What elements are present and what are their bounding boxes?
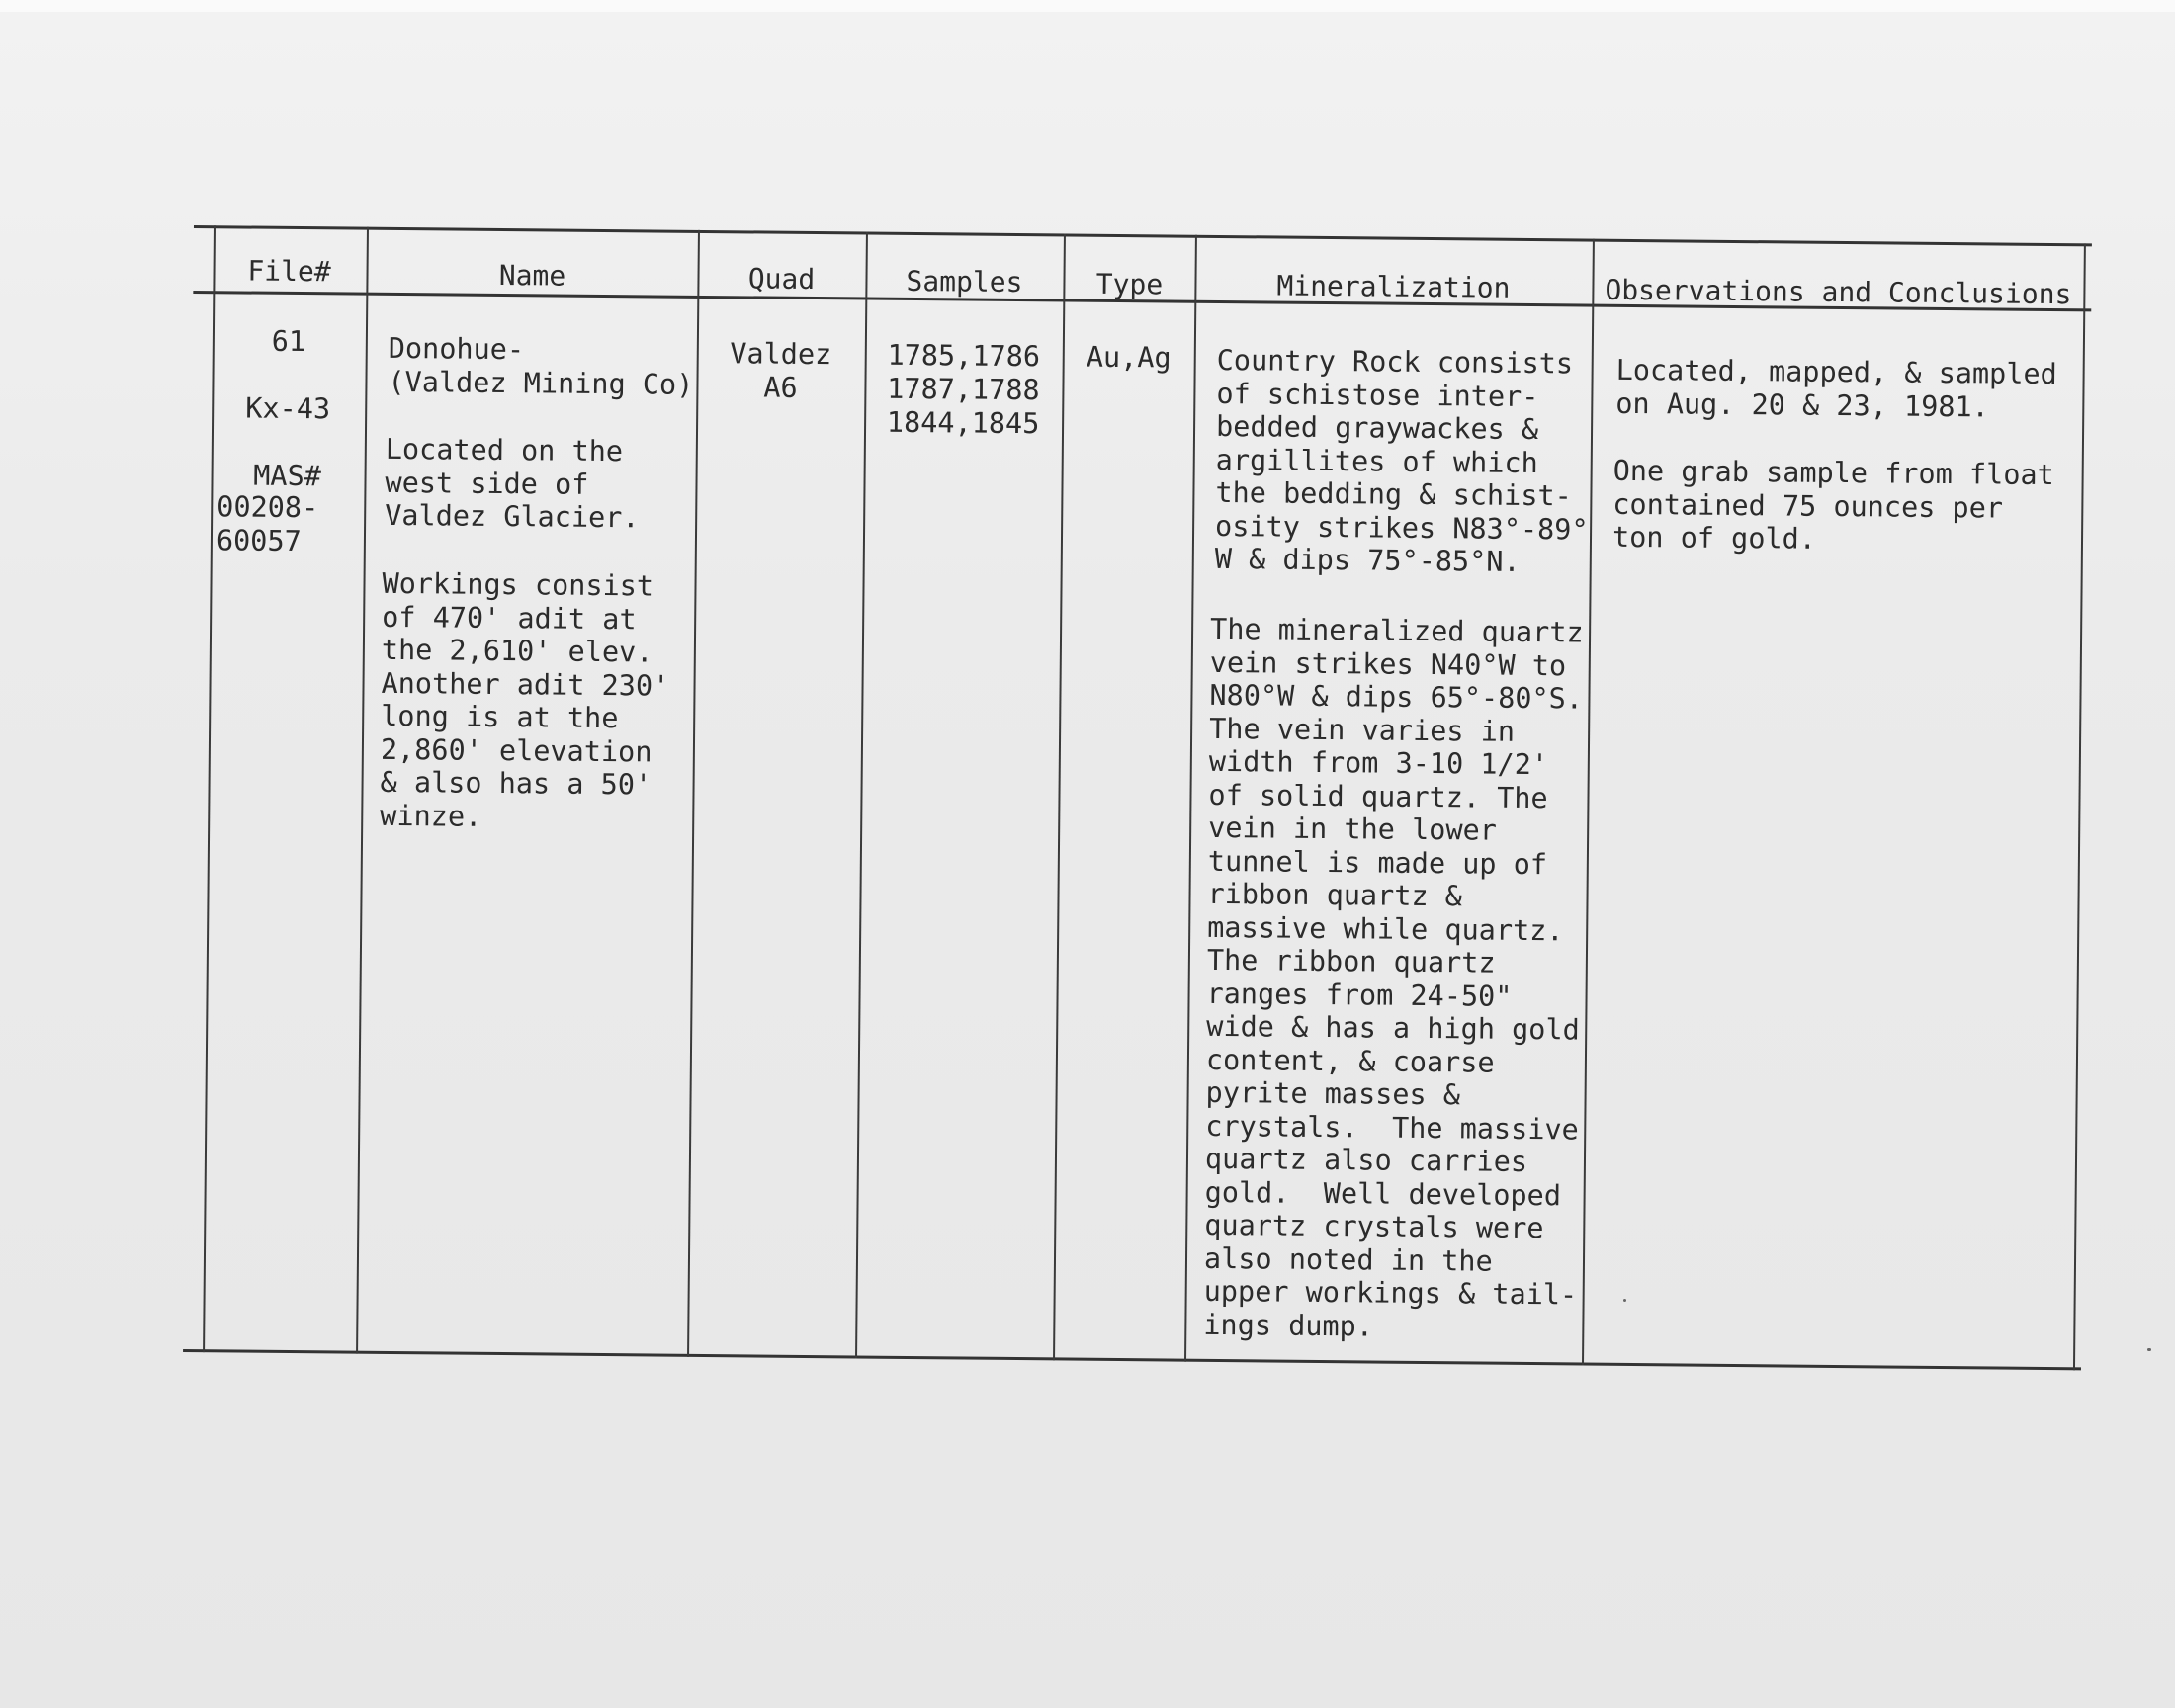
mas-number-part2: 60057 — [216, 524, 302, 558]
table-bottom-rule — [183, 1349, 2081, 1370]
observations-sampling: Located, mapped, & sampled on Aug. 20 & 23, 1981. — [1615, 353, 2057, 423]
mineralization-country-rock: Country Rock consists of schistose inter- bedded graywackes & argillites of which the bedding & schist- osity strikes N83°-89° W & dips 75°-85°N. — [1214, 343, 1589, 578]
header-observations: Observations and Conclusions — [1605, 273, 2072, 311]
sample-numbers-1: 1785,1786 1787,1788 — [887, 338, 1041, 406]
mas-number-part1: 00208- — [217, 490, 319, 525]
header-type: Type — [1095, 267, 1164, 301]
observations-grab-sample: One grab sample from float contained 75 ounces per ton of gold. — [1611, 454, 2054, 555]
header-name: Name — [498, 258, 566, 293]
kx-number: Kx-43 — [245, 391, 331, 426]
column-divider-type-mineralization — [1184, 235, 1197, 1362]
file-number: 61 — [271, 324, 306, 359]
scan-speck — [2147, 1348, 2151, 1351]
header-quad: Quad — [747, 262, 816, 297]
header-file: File# — [247, 254, 331, 289]
page-top-edge — [0, 0, 2175, 12]
mineralization-vein: The mineralized quartz vein strikes N40°W to N80°W & dips 65°-80°S. The vein varies in width from 3-10 1/2' of solid quartz. The vein in the lower tunnel is made up of ribbon quartz & massive while quartz. The ribbon quartz ranges from 24-50" wide & has a high gold content, & coarse pyrite masses & crystals. The massive quartz also carries gold. Well developed quartz crystals were also noted in the upper workings & tail- ings dump. — [1203, 612, 1584, 1343]
mineral-property-table — [183, 225, 2092, 1390]
scan-speck — [1623, 1299, 1626, 1302]
header-samples: Samples — [906, 264, 1023, 299]
property-name: Donohue- (Valdez Mining Co) — [388, 331, 694, 401]
property-workings: Workings consist of 470' adit at the 2,610' elev. Another adit 230' long is at the 2,860' elevation & also has a 50' winze. — [380, 566, 670, 833]
quad-value: Valdez A6 — [730, 337, 832, 404]
mas-label: MAS# — [253, 459, 322, 493]
mineral-type: Au,Ag — [1086, 340, 1172, 375]
sample-numbers-2: 1844,1845 — [886, 405, 1040, 441]
header-mineralization: Mineralization — [1276, 269, 1511, 304]
property-location: Located on the west side of Valdez Glacier. — [385, 432, 640, 535]
